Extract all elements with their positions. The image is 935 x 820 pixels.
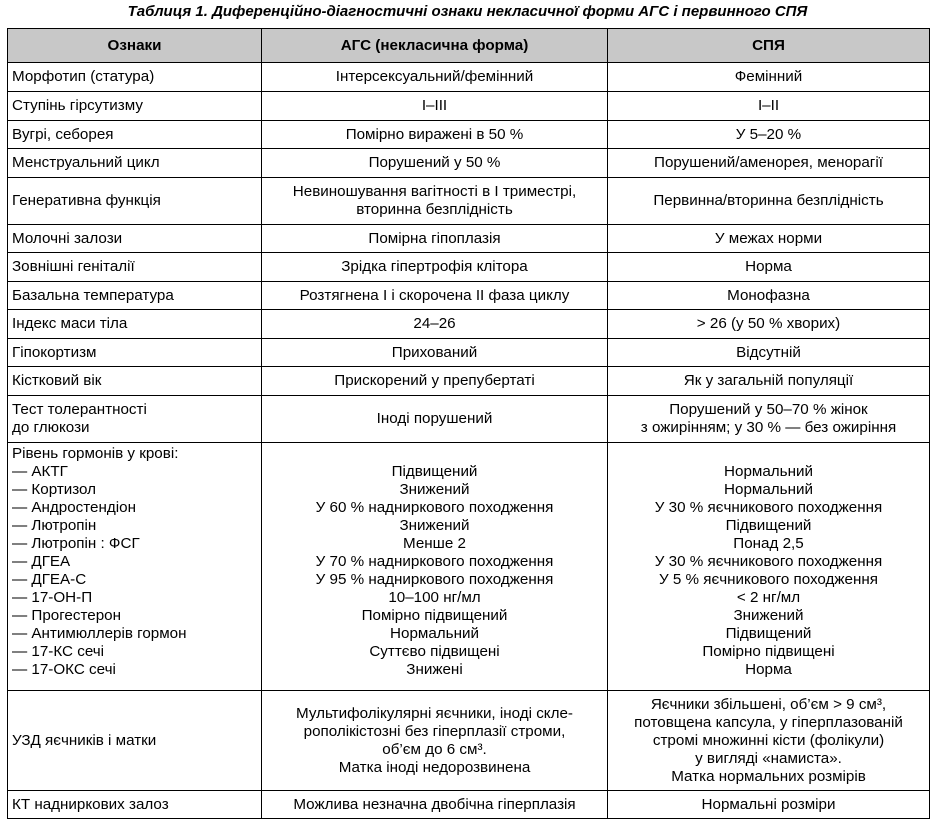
- hormone-name: — 17-КС сечі: [12, 643, 105, 660]
- hormone-spya-value: Понад 2,5: [733, 535, 804, 552]
- hormone-name: — Кортизол: [12, 481, 97, 498]
- table-row: [8, 396, 930, 443]
- ags-cell: I–III: [262, 92, 608, 121]
- hormone-name: — АКТГ: [12, 463, 68, 480]
- sign-cell: Молочні залози: [8, 225, 262, 253]
- ags-cell: Інтерсексуальний/фемінний: [262, 63, 608, 92]
- hormone-spacer: [266, 445, 603, 463]
- table-row: [8, 63, 930, 92]
- table-header-row: [8, 29, 930, 63]
- ags-cell: Помірна гіпоплазія: [262, 225, 608, 253]
- spya-cell: Порушений/аменорея, менорагії: [608, 149, 930, 178]
- hormone-spya-value: У 5 % яєчникового походження: [659, 571, 878, 588]
- ags-cell: Прискорений у препубертаті: [262, 367, 608, 396]
- table-row: [8, 121, 930, 149]
- table-row: [8, 178, 930, 225]
- hormone-ags-value: Менше 2: [403, 535, 466, 552]
- table-row: [8, 310, 930, 339]
- hormones-ags-cell: [262, 443, 608, 691]
- spya-cell: I–II: [608, 92, 930, 121]
- hormones-spya-cell: [608, 443, 930, 691]
- sign-cell: Індекс маси тіла: [8, 310, 262, 339]
- hormone-ags-value: У 60 % надниркового походження: [315, 499, 554, 516]
- sign-cell: Морфотип (статура): [8, 63, 262, 92]
- spya-cell: Яєчники збільшені, об’єм > 9 см³, потовщена капсула, у гіперплазованій стромі множинні кісти (фолікули) у вигляді «намиста». Матка нормальних розмірів: [608, 691, 930, 791]
- diagnostic-table: [7, 28, 930, 819]
- sign-cell: Генеративна функція: [8, 178, 262, 225]
- sign-cell: Базальна температура: [8, 282, 262, 310]
- table-row: [8, 367, 930, 396]
- hormones-row: [8, 443, 930, 691]
- hormone-name: — Лютропін : ФСГ: [12, 535, 140, 552]
- table-row: [8, 225, 930, 253]
- ags-cell: Помірно виражені в 50 %: [262, 121, 608, 149]
- hormone-spya-value: Помірно підвищені: [702, 643, 835, 660]
- hormone-ags-value: Знижений: [399, 517, 470, 534]
- sign-cell: Ступінь гірсутизму: [8, 92, 262, 121]
- hormone-spya-value: Нормальний: [724, 463, 813, 480]
- spya-cell: Первинна/вторинна безплідність: [608, 178, 930, 225]
- hormone-spya-value: Знижений: [733, 607, 804, 624]
- header-spya: СПЯ: [608, 29, 930, 63]
- hormone-name: — Антимюллерів гормон: [12, 625, 187, 642]
- ags-cell: Порушений у 50 %: [262, 149, 608, 178]
- ags-cell: Зрідка гіпертрофія клітора: [262, 253, 608, 282]
- spya-cell: Порушений у 50–70 % жінок з ожирінням; у 30 % — без ожиріння: [608, 396, 930, 443]
- ags-cell: Розтягнена I і скорочена II фаза циклу: [262, 282, 608, 310]
- spya-cell: Нормальні розміри: [608, 791, 930, 819]
- hormone-name: — Андростендіон: [12, 499, 136, 516]
- hormone-name: — 17-ОКС сечі: [12, 661, 116, 678]
- hormone-ags-value: Суттєво підвищені: [369, 643, 500, 660]
- hormone-ags-value: У 95 % надниркового походження: [315, 571, 554, 588]
- spya-cell: Монофазна: [608, 282, 930, 310]
- sign-cell: Зовнішні геніталії: [8, 253, 262, 282]
- hormone-ags-value: Знижені: [406, 661, 463, 678]
- ags-cell: Мультифолікулярні яєчники, іноді скле- рополікістозні без гіперплазії строми, об’єм до 6 см³. Матка іноді недорозвинена: [262, 691, 608, 791]
- hormone-spacer: [612, 445, 925, 463]
- table-row: [8, 791, 930, 819]
- hormones-sign-cell: [8, 443, 262, 691]
- ags-cell: Прихований: [262, 339, 608, 367]
- header-signs: Ознаки: [8, 29, 262, 63]
- hormone-spya-value: < 2 нг/мл: [736, 589, 801, 606]
- hormone-spya-value: Підвищений: [725, 625, 812, 642]
- ags-cell: Іноді порушений: [262, 396, 608, 443]
- hormone-ags-value: Знижений: [399, 481, 470, 498]
- hormone-spya-value: Норма: [745, 661, 792, 678]
- table-row: [8, 149, 930, 178]
- hormone-spya-value: Підвищений: [725, 517, 812, 534]
- ags-cell: 24–26: [262, 310, 608, 339]
- hormone-name: — ДГЕА-С: [12, 571, 87, 588]
- hormone-ags-value: Підвищений: [391, 463, 478, 480]
- table-row: [8, 339, 930, 367]
- hormone-name: — 17-ОН-П: [12, 589, 93, 606]
- hormone-name: — ДГЕА: [12, 553, 71, 570]
- spya-cell: У 5–20 %: [608, 121, 930, 149]
- sign-cell: Тест толерантності до глюкози: [8, 396, 262, 443]
- spya-cell: Як у загальній популяції: [608, 367, 930, 396]
- spya-cell: Фемінний: [608, 63, 930, 92]
- hormone-name: — Лютропін: [12, 517, 97, 534]
- table-caption: Таблиця 1. Диференційно-діагностичні ознаки некласичної форми АГС і первинного СПЯ: [127, 3, 808, 20]
- sign-cell: Гіпокортизм: [8, 339, 262, 367]
- hormone-spya-value: У 30 % яєчникового походження: [654, 553, 883, 570]
- spya-cell: Норма: [608, 253, 930, 282]
- table-row: [8, 92, 930, 121]
- sign-cell: УЗД яєчників і матки: [8, 691, 262, 791]
- ags-cell: Невиношування вагітності в I триместрі, вторинна безплідність: [262, 178, 608, 225]
- table-row: [8, 253, 930, 282]
- spya-cell: > 26 (у 50 % хворих): [608, 310, 930, 339]
- sign-cell: Менструальний цикл: [8, 149, 262, 178]
- table-row: [8, 282, 930, 310]
- hormone-ags-value: Нормальний: [390, 625, 479, 642]
- hormone-name: — Прогестерон: [12, 607, 121, 624]
- spya-cell: У межах норми: [608, 225, 930, 253]
- hormone-spya-value: У 30 % яєчникового походження: [654, 499, 883, 516]
- hormone-ags-value: У 70 % надниркового походження: [315, 553, 554, 570]
- hormone-ags-value: 10–100 нг/мл: [388, 589, 481, 606]
- hormones-label: Рівень гормонів у крові:: [12, 445, 179, 462]
- ags-cell: Можлива незначна двобічна гіперплазія: [262, 791, 608, 819]
- sign-cell: Кістковий вік: [8, 367, 262, 396]
- hormone-ags-value: Помірно підвищений: [361, 607, 508, 624]
- header-ags: АГС (некласична форма): [262, 29, 608, 63]
- table-row: [8, 691, 930, 791]
- sign-cell: КТ надниркових залоз: [8, 791, 262, 819]
- spya-cell: Відсутній: [608, 339, 930, 367]
- sign-cell: Вугрі, себорея: [8, 121, 262, 149]
- hormone-spya-value: Нормальний: [724, 481, 813, 498]
